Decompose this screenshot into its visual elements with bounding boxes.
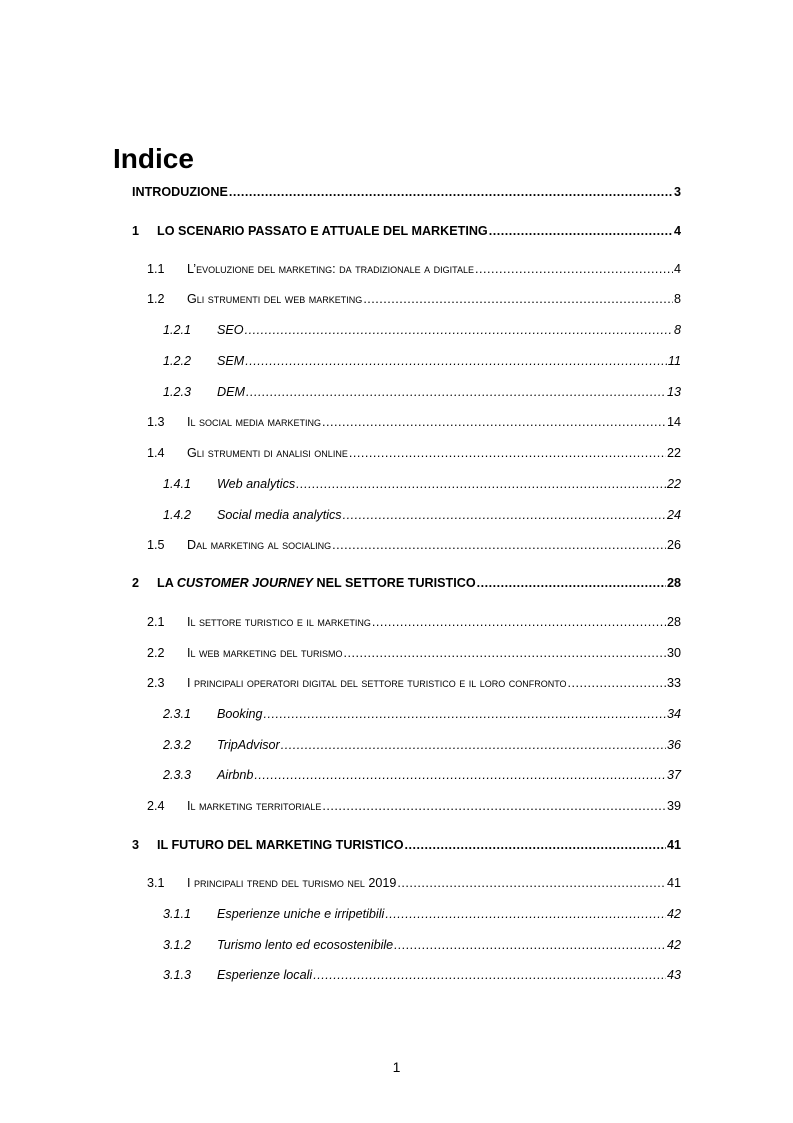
toc-label: Booking bbox=[217, 707, 263, 721]
toc-leader bbox=[245, 354, 667, 368]
toc-page: 33 bbox=[666, 676, 681, 690]
toc-label: Il settore turistico e il marketing bbox=[187, 615, 371, 629]
toc-label-emphasis: CUSTOMER JOURNEY bbox=[176, 576, 314, 590]
toc-leader bbox=[281, 738, 666, 752]
toc-leader bbox=[475, 262, 673, 276]
toc-page: 41 bbox=[666, 838, 681, 852]
toc-entry-2-3-3[interactable] bbox=[163, 768, 681, 782]
toc-number: 2.3.1 bbox=[163, 707, 192, 721]
toc-page: 13 bbox=[666, 385, 681, 399]
toc-entry-1-2-1[interactable] bbox=[163, 323, 681, 337]
toc-label: Il web marketing del turismo bbox=[187, 646, 343, 660]
toc-leader bbox=[344, 646, 666, 660]
toc-page: 8 bbox=[673, 292, 681, 306]
toc-number: 3 bbox=[132, 838, 140, 852]
toc-entry-3-1[interactable] bbox=[147, 876, 681, 890]
toc-label bbox=[157, 576, 476, 590]
toc-number: 1.4.1 bbox=[163, 477, 192, 491]
toc-leader bbox=[363, 292, 673, 306]
toc-label: INTRODUZIONE bbox=[132, 185, 228, 199]
toc-leader bbox=[343, 508, 666, 522]
toc-entry-2-4[interactable] bbox=[147, 799, 681, 813]
toc-number: 3.1 bbox=[147, 876, 165, 890]
toc-number: 3.1.3 bbox=[163, 968, 192, 982]
toc-entry-introduzione[interactable] bbox=[132, 185, 681, 199]
toc-label: Turismo lento ed ecosostenibile bbox=[217, 938, 394, 952]
toc-leader bbox=[229, 185, 673, 199]
toc-page: 42 bbox=[666, 907, 681, 921]
toc-number: 1.2.1 bbox=[163, 323, 192, 337]
toc-entry-1-5[interactable] bbox=[147, 538, 681, 552]
page-number: 1 bbox=[392, 1059, 401, 1075]
toc-entry-1-4[interactable] bbox=[147, 446, 681, 460]
toc-number: 1.4.2 bbox=[163, 508, 192, 522]
toc-page: 14 bbox=[666, 415, 681, 429]
toc-number: 2.1 bbox=[147, 615, 165, 629]
toc-label: L’evoluzione del marketing: da tradizionale a digitale bbox=[187, 262, 474, 276]
toc-page: 3 bbox=[673, 185, 681, 199]
toc-page: 28 bbox=[666, 615, 681, 629]
toc-page: 8 bbox=[673, 323, 681, 337]
toc-label: Il marketing territoriale bbox=[187, 799, 322, 813]
toc-page: 28 bbox=[666, 576, 681, 590]
toc-entry-1-1[interactable] bbox=[147, 262, 681, 276]
toc-number: 1.2.2 bbox=[163, 354, 192, 368]
toc-leader bbox=[296, 477, 666, 491]
toc-entry-2-3[interactable] bbox=[147, 676, 681, 690]
toc-page: 39 bbox=[666, 799, 681, 813]
toc-entry-3-1-1[interactable] bbox=[163, 907, 681, 921]
toc-leader bbox=[245, 323, 673, 337]
toc-number: 1.4 bbox=[147, 446, 165, 460]
toc-label: IL FUTURO DEL MARKETING TURISTICO bbox=[157, 838, 404, 852]
toc-label-post: NEL SETTORE TURISTICO bbox=[313, 576, 476, 590]
toc-page: 24 bbox=[666, 508, 681, 522]
toc-entry-2-2[interactable] bbox=[147, 646, 681, 660]
toc-number: 2.3.2 bbox=[163, 738, 192, 752]
toc-leader bbox=[322, 415, 666, 429]
toc-leader bbox=[477, 576, 666, 590]
toc-entry-2-1[interactable] bbox=[147, 615, 681, 629]
toc-label: I principali operatori digital del settore turistico e il loro confronto bbox=[187, 676, 567, 690]
toc-entry-1-2-3[interactable] bbox=[163, 385, 681, 399]
toc-number: 3.1.1 bbox=[163, 907, 192, 921]
toc-page: 26 bbox=[666, 538, 681, 552]
toc-page: 36 bbox=[666, 738, 681, 752]
toc-page: 22 bbox=[666, 446, 681, 460]
toc-label: TripAdvisor bbox=[217, 738, 280, 752]
toc-leader bbox=[254, 768, 666, 782]
toc-number: 1.2 bbox=[147, 292, 165, 306]
toc-entry-1-4-2[interactable] bbox=[163, 508, 681, 522]
toc-entry-3-1-3[interactable] bbox=[163, 968, 681, 982]
toc-leader bbox=[246, 385, 666, 399]
toc-leader bbox=[385, 907, 666, 921]
toc-leader bbox=[397, 876, 666, 890]
toc-number: 3.1.2 bbox=[163, 938, 192, 952]
toc-entry-1-2[interactable] bbox=[147, 292, 681, 306]
toc-number: 2.4 bbox=[147, 799, 165, 813]
toc-number: 1 bbox=[132, 224, 140, 238]
toc-entry-1[interactable] bbox=[132, 224, 681, 238]
toc-label: SEO bbox=[217, 323, 244, 337]
toc-label: Il social media marketing bbox=[187, 415, 322, 429]
toc-leader bbox=[322, 799, 666, 813]
toc-label: Dal marketing al socialing bbox=[187, 538, 332, 552]
toc-number: 1.2.3 bbox=[163, 385, 192, 399]
toc-label-pre: LA bbox=[157, 576, 177, 590]
toc-number: 2 bbox=[132, 576, 140, 590]
toc-label: Airbnb bbox=[217, 768, 254, 782]
toc-label: I principali trend del turismo nel 2019 bbox=[187, 876, 397, 890]
toc-page: 30 bbox=[666, 646, 681, 660]
toc-leader bbox=[568, 676, 666, 690]
toc-label: LO SCENARIO PASSATO E ATTUALE DEL MARKETING bbox=[157, 224, 488, 238]
toc-entry-3-1-2[interactable] bbox=[163, 938, 681, 952]
toc-label: DEM bbox=[217, 385, 245, 399]
toc-entry-2-3-1[interactable] bbox=[163, 707, 681, 721]
toc-page: 37 bbox=[666, 768, 681, 782]
toc-number: 1.5 bbox=[147, 538, 165, 552]
toc-label: SEM bbox=[217, 354, 245, 368]
toc-page: 42 bbox=[666, 938, 681, 952]
toc-label: Esperienze uniche e irripetibili bbox=[217, 907, 385, 921]
toc-label: Web analytics bbox=[217, 477, 296, 491]
toc-leader bbox=[313, 968, 666, 982]
toc-label: Social media analytics bbox=[217, 508, 342, 522]
toc-number: 2.3.3 bbox=[163, 768, 192, 782]
toc-entry-1-3[interactable] bbox=[147, 415, 681, 429]
toc-entry-3[interactable] bbox=[132, 838, 681, 852]
toc-number: 1.1 bbox=[147, 262, 165, 276]
toc-page: 34 bbox=[666, 707, 681, 721]
toc-leader bbox=[405, 838, 666, 852]
toc-label: Gli strumenti di analisi online bbox=[187, 446, 348, 460]
toc-page: 41 bbox=[666, 876, 681, 890]
toc-leader bbox=[332, 538, 666, 552]
toc-number: 1.3 bbox=[147, 415, 165, 429]
toc-leader bbox=[489, 224, 673, 238]
page-title: Indice bbox=[113, 143, 194, 174]
toc-label: Gli strumenti del web marketing bbox=[187, 292, 363, 306]
toc-number: 2.3 bbox=[147, 676, 165, 690]
toc-entry-2[interactable] bbox=[132, 576, 681, 590]
toc-leader bbox=[264, 707, 666, 721]
toc-entry-2-3-2[interactable] bbox=[163, 738, 681, 752]
toc-entry-1-4-1[interactable] bbox=[163, 477, 681, 491]
toc-page: 43 bbox=[666, 968, 681, 982]
toc-leader bbox=[394, 938, 666, 952]
toc-page: 11 bbox=[667, 354, 681, 368]
toc-label: Esperienze locali bbox=[217, 968, 313, 982]
toc-page: 4 bbox=[673, 224, 681, 238]
toc-page: 4 bbox=[673, 262, 681, 276]
toc-leader bbox=[372, 615, 666, 629]
toc-leader bbox=[349, 446, 666, 460]
toc-entry-1-2-2[interactable] bbox=[163, 354, 681, 368]
toc-page: 22 bbox=[666, 477, 681, 491]
toc-number: 2.2 bbox=[147, 646, 165, 660]
